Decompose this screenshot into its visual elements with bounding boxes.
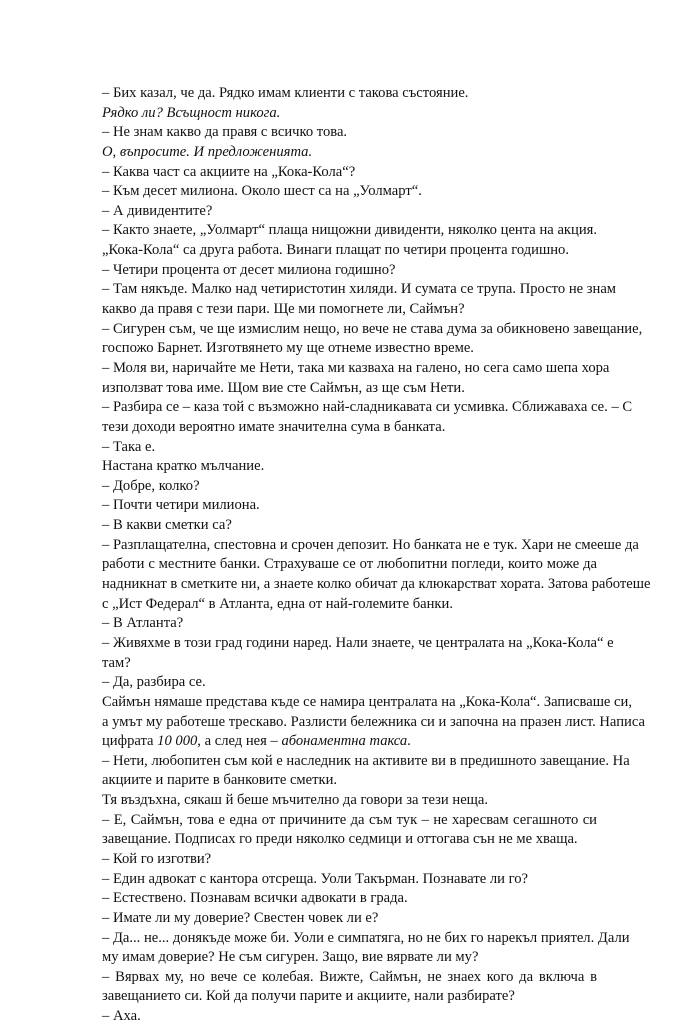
italic-run: абонаментна такса <box>281 733 408 750</box>
text-line: – Така е. <box>102 438 156 455</box>
text-line: Рядко ли? Всъщност никога. <box>102 104 281 121</box>
text-line: тези доходи вероятно имате значителна сума в банката. <box>102 418 446 435</box>
text-line: – А дивидентите? <box>102 202 213 219</box>
text-line: завещанието си. Кой да получи парите и акциите, нали разбирате? <box>102 988 515 1005</box>
text-line: – Кой го изготви? <box>102 850 212 867</box>
text-line: – Разбира се – каза той с възможно най-сладникавата си усмивка. Сближаваха се. – С <box>102 399 633 416</box>
text-line: Тя въздъхна, сякаш й беше мъчително да говори за тези неща. <box>102 792 489 809</box>
text-line: – Е, Саймън, това е една от причините да съм тук – не харесвам сегашното си <box>102 811 597 828</box>
text-line: работи с местните банки. Страхуваше се от любопитни погледи, които може да <box>102 556 597 573</box>
text-line: – Моля ви, наричайте ме Нети, така ми казваха на галено, но сега само шепа хора <box>102 359 610 376</box>
text-line: – Разплащателна, спестовна и срочен депозит. Но банката не е тук. Хари не смееше да <box>102 536 639 553</box>
text-line: надникнат в сметките ни, а знаете колко обичат да клюкарстват хората. Затова работеше <box>102 576 651 593</box>
text-line: използват това име. Щом вие сте Саймън, аз ще съм Нети. <box>102 379 465 396</box>
text-line: – В Атланта? <box>102 615 184 632</box>
text-line: – Бих казал, че да. Рядко имам клиенти с такова състояние. <box>102 85 469 101</box>
text-line: акциите и парите в банковите сметки. <box>102 772 338 789</box>
text-line: – Имате ли му доверие? Свестен човек ли е? <box>102 909 379 926</box>
text-line: О, въпросите. И предложенията. <box>102 143 313 160</box>
text-line: а умът му работеше трескаво. Разлисти бележника си и започна на празен лист. Написа <box>102 713 645 730</box>
text-line: завещание. Подписах го преди няколко седмици и оттогава сън не ме хваща. <box>102 831 578 848</box>
text-line: Саймън нямаше представа къде се намира централата на „Кока-Кола“. Записваше си, <box>102 693 632 710</box>
text-line: – Сигурен съм, че ще измислим нещо, но вече не става дума за обикновено завещание, <box>102 320 643 337</box>
italic-run: 10 000 <box>157 733 198 750</box>
text-line: – Каква част са акциите на „Кока-Кола“? <box>102 163 356 180</box>
text-line: – Вярвах му, но вече се колебая. Вижте, Саймън, не знаех кого да включа в <box>102 968 597 985</box>
text-run: . <box>407 733 411 750</box>
text-line: госпожо Барнет. Изготвянето му ще отнеме известно време. <box>102 340 474 357</box>
text-line: – Да... не... донякъде може би. Уоли е симпатяга, но не бих го нарекъл приятел. Дали <box>102 929 630 946</box>
text-run: , а след нея – <box>197 733 282 750</box>
text-line: – Нети, любопитен съм кой е наследник на активите ви в предишното завещание. На <box>102 752 630 769</box>
text-line: Настана кратко мълчание. <box>102 458 265 475</box>
text-line: – Живяхме в този град години наред. Нали знаете, че централата на „Кока-Кола“ е <box>102 634 614 651</box>
text-line <box>102 732 597 752</box>
text-line: – Там някъде. Малко над четиристотин хиляди. И сумата се трупа. Просто не знам <box>102 281 617 298</box>
text-line: му имам доверие? Не съм сигурен. Защо, вие вярвате ли му? <box>102 949 479 966</box>
text-line: – Добре, колко? <box>102 477 200 494</box>
text-line: с „Ист Федерал“ в Атланта, една от най-големите банки. <box>102 595 453 612</box>
text-line: – Четири процента от десет милиона годишно? <box>102 261 396 278</box>
text-line: – Към десет милиона. Около шест са на „Уолмарт“. <box>102 183 422 200</box>
text-line: – Както знаете, „Уолмарт“ плаща нищожни дивиденти, няколко цента на акция. <box>102 222 597 239</box>
text-line: там? <box>102 654 131 671</box>
text-line: – Не знам какво да правя с всичко това. <box>102 124 348 141</box>
text-line: „Кока-Кола“ са друга работа. Винаги плащат по четири процента годишно. <box>102 242 569 259</box>
text-line: – В какви сметки са? <box>102 517 232 534</box>
text-line: – Естествено. Познавам всички адвокати в града. <box>102 890 408 907</box>
text-line: – Аха. <box>102 1008 141 1025</box>
text-line: – Почти четири милиона. <box>102 497 260 514</box>
text-line: – Да, разбира се. <box>102 674 206 691</box>
text-line: какво да правя с тези пари. Ще ми помогнете ли, Саймън? <box>102 301 465 318</box>
text-line: – Един адвокат с кантора отсреща. Уоли Такърман. Познавате ли го? <box>102 870 528 887</box>
text-run: цифрата <box>102 733 158 750</box>
